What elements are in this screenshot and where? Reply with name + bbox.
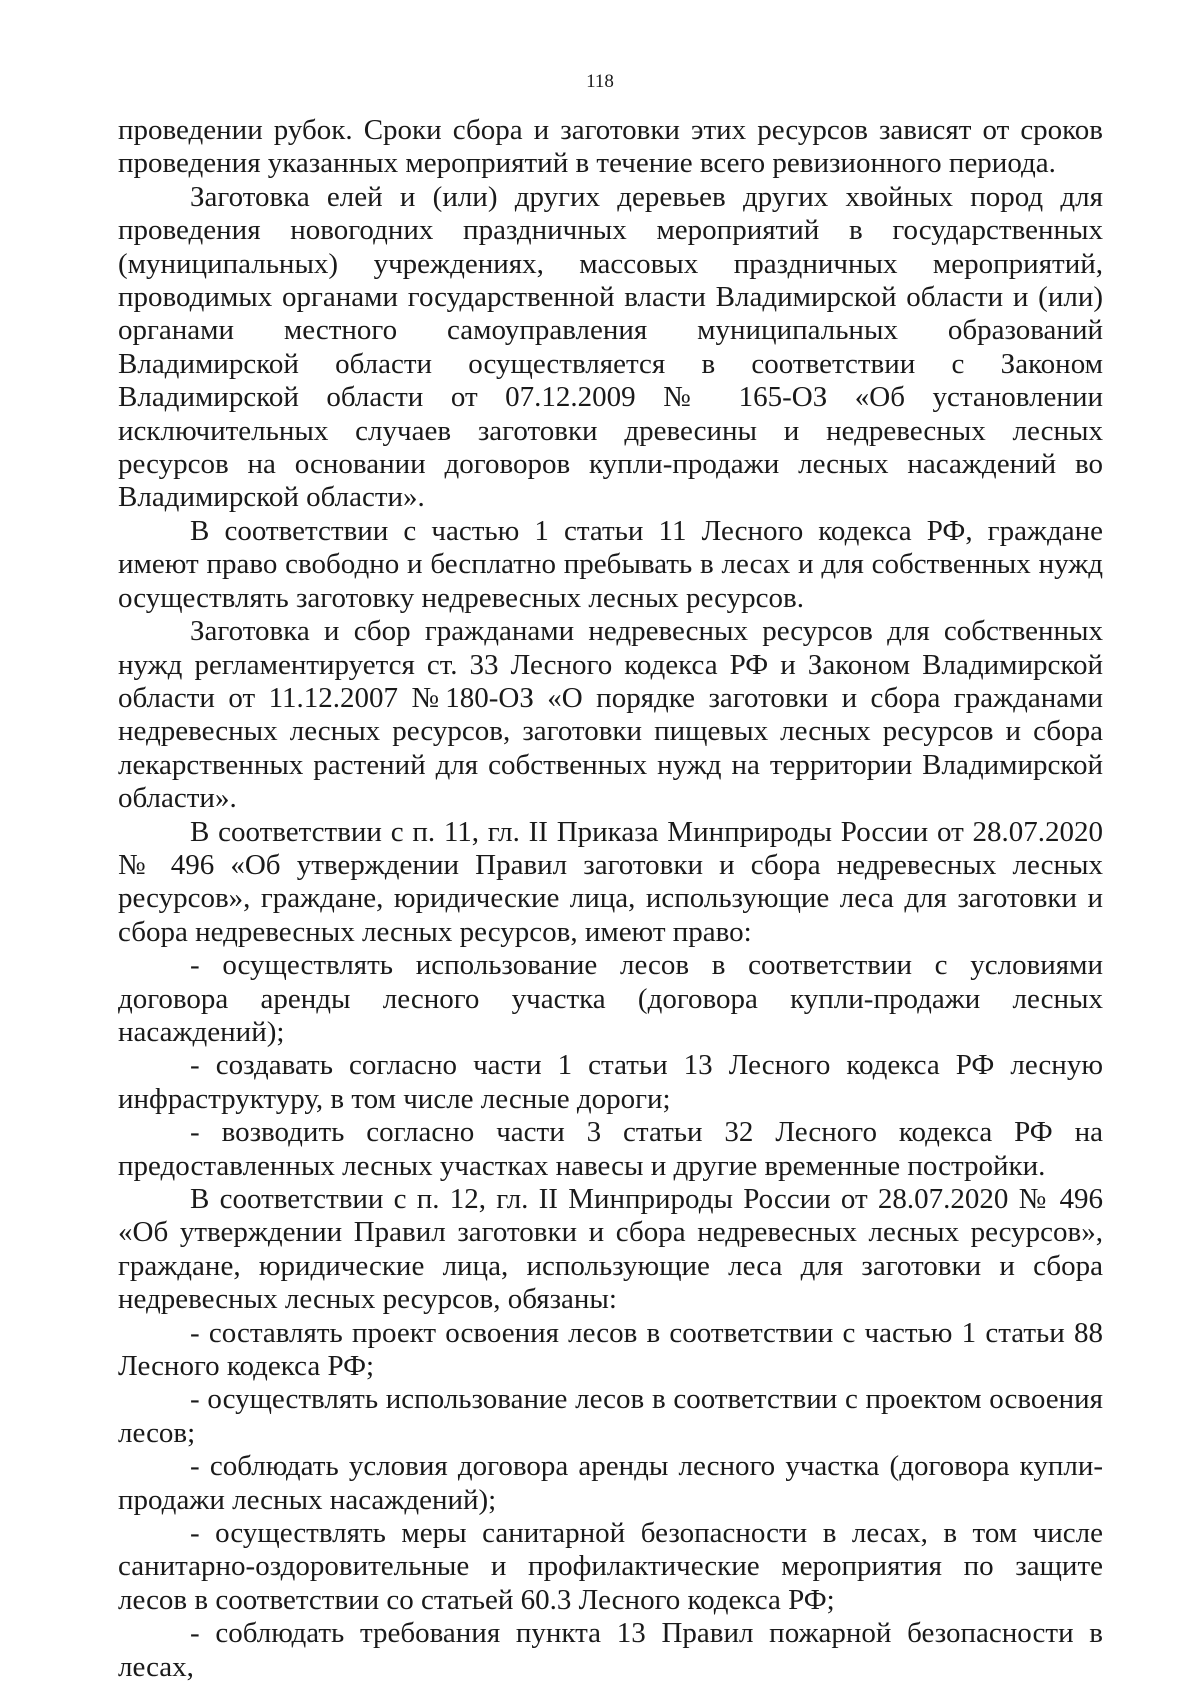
paragraph: - осуществлять использование лесов в соответствии с проектом освоения лесов;	[118, 1383, 1103, 1449]
paragraph: - составлять проект освоения лесов в соответствии с частью 1 статьи 88 Лесного кодекса РФ;	[118, 1316, 1103, 1383]
paragraph: - соблюдать требования пункта 13 Правил пожарной безопасности в лесах,	[118, 1617, 1103, 1683]
paragraph: Заготовка елей и (или) других деревьев других хвойных пород для проведения новогодних праздничных мероприятий в государственных (муниципальных) учреждениях, массовых праздничных мероприятий, проводимых органами государственной власти Владимирской области и (или) органами местного самоуправления муниципальных образований Владимирской области осуществляется в соответствии с Законом Владимирской области от 07.12.2009 № 165-ОЗ «Об установлении исключительных случаев заготовки древесины и недревесных лесных ресурсов на основании договоров купли-продажи лесных насаждений во Владимирской области».	[118, 180, 1103, 514]
paragraph: - осуществлять использование лесов в соответствии с условиями договора аренды лесного участка (договора купли-продажи лесных насаждений);	[118, 949, 1103, 1048]
page-number: 118	[586, 71, 614, 92]
paragraph: - возводить согласно части 3 статьи 32 Лесного кодекса РФ на предоставленных лесных участках навесы и другие временные постройки.	[118, 1116, 1103, 1182]
paragraph: В соответствии с частью 1 статьи 11 Лесного кодекса РФ, граждане имеют право свободно и бесплатно пребывать в лесах и для собственных нужд осуществлять заготовку недревесных лесных ресурсов.	[118, 514, 1103, 614]
paragraph: - осуществлять меры санитарной безопасности в лесах, в том числе санитарно-оздоровительные и профилактические мероприятия по защите лесов в соответствии со статьей 60.3 Лесного кодекса РФ;	[118, 1517, 1103, 1616]
paragraph: В соответствии с п. 11, гл. II Приказа Минприроды России от 28.07.2020 № 496 «Об утверждении Правил заготовки и сбора недревесных лесных ресурсов», граждане, юридические лица, использующие леса для заготовки и сбора недревесных лесных ресурсов, имеют право:	[118, 815, 1103, 948]
paragraph: Заготовка и сбор гражданами недревесных ресурсов для собственных нужд регламентируется ст. 33 Лесного кодекса РФ и Законом Владимирской области от 11.12.2007 №180-ОЗ «О порядке заготовки и сбора гражданами недревесных лесных ресурсов, заготовки пищевых лесных ресурсов и сбора лекарственных растений для собственных нужд на территории Владимирской области».	[118, 615, 1103, 815]
paragraph: - создавать согласно части 1 статьи 13 Лесного кодекса РФ лесную инфраструктуру, в том числе лесные дороги;	[118, 1049, 1103, 1115]
paragraph: В соответствии с п. 12, гл. II Минприроды России от 28.07.2020 № 496 «Об утверждении Правил заготовки и сбора недревесных лесных ресурсов», граждане, юридические лица, использующие леса для заготовки и сбора недревесных лесных ресурсов, обязаны:	[118, 1183, 1103, 1316]
paragraph: проведении рубок. Сроки сбора и заготовки этих ресурсов зависят от сроков проведения указанных мероприятий в течение всего ревизионного периода.	[118, 114, 1103, 180]
paragraph: - соблюдать условия договора аренды лесного участка (договора купли-продажи лесных насаждений);	[118, 1450, 1103, 1516]
document-body	[118, 114, 1103, 1684]
